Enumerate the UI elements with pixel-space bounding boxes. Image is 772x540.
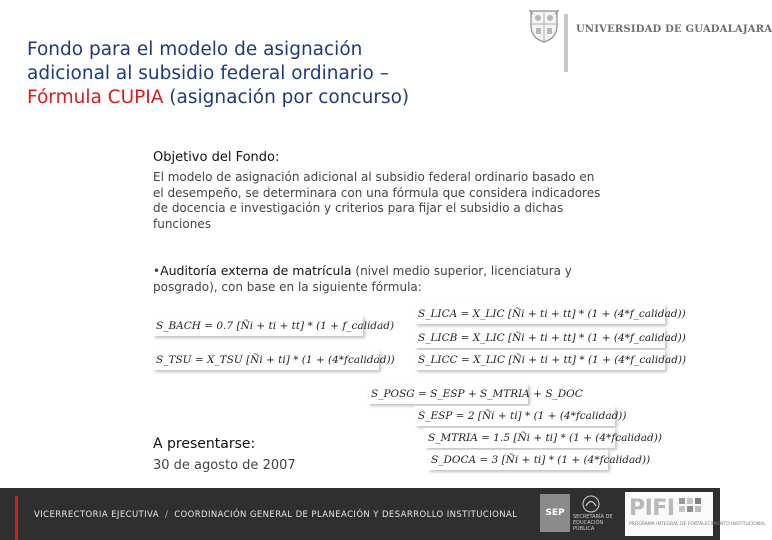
objetivo-line: el desempeño, se determinara con una fórmula que considera indicadores (153, 185, 601, 200)
pifi-mark-icon (679, 498, 709, 520)
formula-esp: S_ESP = 2 [Ñi + ti] * (1 + (4*fcalidad)) (415, 406, 615, 426)
pifi-logo (625, 492, 766, 536)
auditoria-line-2: posgrado), con base en la siguiente fórmula: (153, 279, 422, 294)
footer-accent (15, 496, 18, 540)
presentarse-heading: A presentarse: (153, 436, 256, 452)
udg-crest-icon (527, 8, 561, 44)
auditoria-strong: Auditoría externa de matrícula (160, 263, 352, 278)
footer-slash: / (164, 510, 169, 520)
formula-tsu: S_TSU = X_TSU [Ñi + ti] * (1 + (4*fcalidad)) (153, 350, 379, 370)
objetivo-line: El modelo de asignación adicional al subsidio federal ordinario basado en (153, 170, 595, 184)
formula-licB: S_LICB = X_LIC [Ñi + ti + tt] * (1 + (4*f_calidad)) (415, 328, 665, 348)
objetivo-line: de docencia e investigación y criterios para fijar el subsidio a dichas (153, 201, 564, 215)
objetivo-line: funciones (153, 216, 211, 231)
footer-part-2: COORDINACIÓN GENERAL DE PLANEACIÓN Y DESARROLLO INSTITUCIONAL (174, 510, 518, 520)
formula-licC: S_LICC = X_LIC [Ñi + ti + tt] * (1 + (4*f_calidad)) (415, 350, 665, 370)
title-highlight: Fórmula CUPIA (27, 87, 164, 108)
sep-caption (573, 514, 620, 532)
title-line-2: adicional al subsidio federal ordinario – (27, 63, 389, 84)
pifi-caption: PROGRAMA INTEGRAL DE FORTALECIMIENTO INSTITUCIONAL (629, 522, 766, 527)
title-line-1: Fondo para el modelo de asignación (27, 39, 363, 60)
objetivo-text (153, 170, 673, 232)
footer-part-1: VICERRECTORIA EJECUTIVA (34, 510, 159, 520)
bullet: • (153, 264, 161, 278)
university-name: UNIVERSIDAD DE GUADALAJARA (576, 24, 772, 35)
objetivo-heading: Objetivo del Fondo: (153, 150, 280, 165)
page-title (27, 38, 527, 110)
auditoria-text (153, 263, 673, 295)
auditoria-rest: (nivel medio superior, licenciatura y (351, 264, 572, 278)
formula-licA: S_LICA = X_LIC [Ñi + ti + tt] * (1 + (4*f_calidad)) (415, 304, 665, 324)
eagle-icon (580, 494, 602, 514)
formula-bach: S_BACH = 0.7 [Ñi + ti + tt] * (1 + f_calidad) (153, 316, 363, 336)
footer-text (34, 510, 517, 520)
title-line-3-rest: (asignación por concurso) (163, 87, 410, 108)
formula-doca: S_DOCA = 3 [Ñi + ti] * (1 + (4*fcalidad)) (428, 450, 608, 470)
header-divider (564, 14, 568, 72)
title-line-3 (27, 86, 527, 110)
sep-caption-2: EDUCACIÓN PÚBLICA (573, 520, 604, 532)
presentarse-date: 30 de agosto de 2007 (153, 458, 296, 473)
pifi-label: PIFI (629, 496, 675, 521)
sep-caption-1: SECRETARÍA DE (573, 514, 613, 520)
formula-mtria: S_MTRIA = 1.5 [Ñi + ti] * (1 + (4*fcalidad)) (425, 428, 615, 448)
formula-posg: S_POSG = S_ESP + S_MTRIA + S_DOC (368, 384, 528, 404)
sep-logo (540, 492, 620, 536)
auditoria-line-1 (153, 263, 673, 280)
sep-label: SEP (540, 494, 570, 532)
